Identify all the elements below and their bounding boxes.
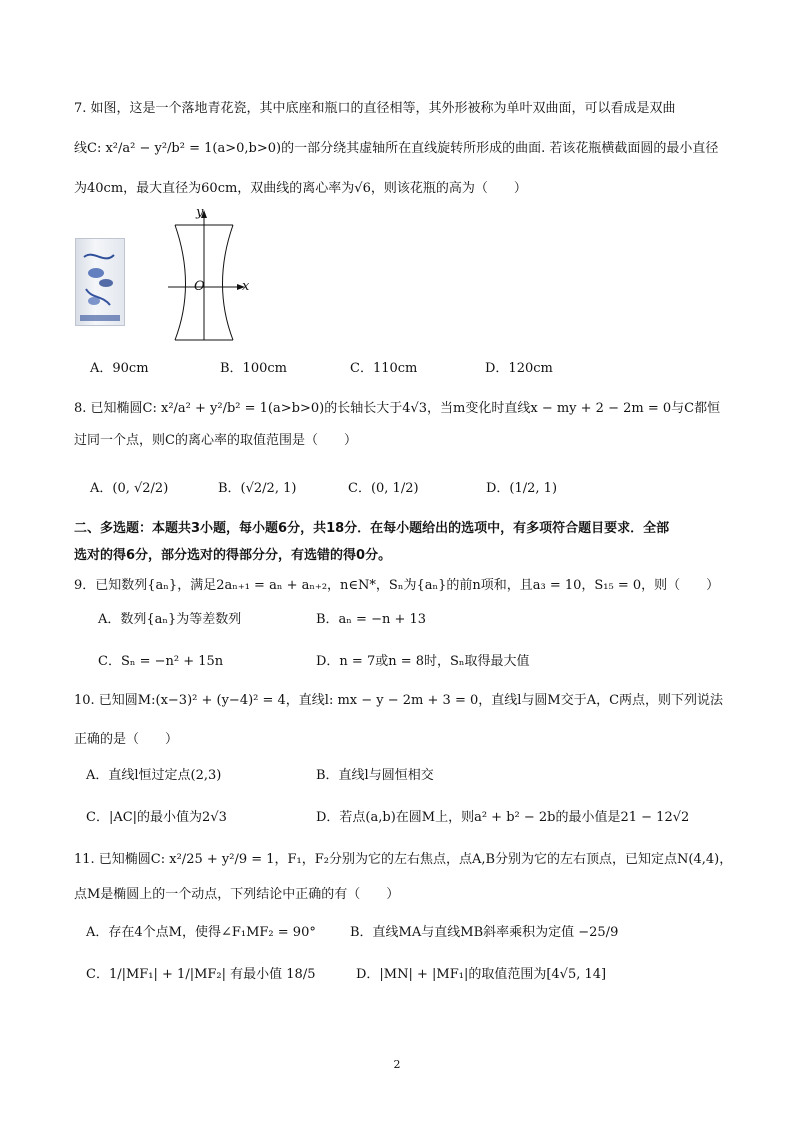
q8-option-a: A．(0, √2/2) xyxy=(90,481,169,496)
q7-option-d: D．120cm xyxy=(485,361,553,376)
q10-option-b: B．直线l与圆恒相交 xyxy=(316,768,434,783)
q8-option-c: C．(0, 1/2) xyxy=(348,481,419,496)
q9-option-a: A．数列{aₙ}为等差数列 xyxy=(98,612,242,627)
q7-option-a: A．90cm xyxy=(90,361,149,376)
q8-option-d: D．(1/2, 1) xyxy=(486,481,558,496)
vase-photo xyxy=(75,238,125,326)
q9-option-d: D．n = 7或n = 8时，Sₙ取得最大值 xyxy=(316,654,530,669)
q8-line1: 8. 已知椭圆C: x²/a² + y²/b² = 1(a>b>0)的长轴长大于4√3，当m变化时直线x − my + 2 − 2m = 0与C都恒 xyxy=(74,401,721,416)
origin-label: O xyxy=(194,279,205,294)
q11-option-b: B．直线MA与直线MB斜率乘积为定值 −25/9 xyxy=(350,925,619,940)
q11-line2: 点M是椭圆上的一个动点，下列结论中正确的有（ ） xyxy=(74,887,400,902)
x-axis-label: x xyxy=(242,279,250,294)
q10-option-a: A．直线l恒过定点(2,3) xyxy=(86,768,222,783)
q7-line2: 线C: x²/a² − y²/b² = 1(a>0,b>0)的一部分绕其虚轴所在直线旋转所形成的曲面. 若该花瓶横截面圆的最小直径 xyxy=(74,141,719,156)
q8-option-b: B．(√2/2, 1) xyxy=(218,481,297,496)
q11-line1: 11. 已知椭圆C: x²/25 + y²/9 = 1，F₁，F₂分别为它的左右焦点，点A,B分别为它的左右顶点，已知定点N(4,4)， xyxy=(74,852,733,867)
section2-heading-line2: 选对的得6分，部分选对的得部分分，有选错的得0分。 xyxy=(74,548,392,563)
q7-option-b: B．100cm xyxy=(220,361,287,376)
q10-option-c: C．|AC|的最小值为2√3 xyxy=(86,810,227,825)
hyperbola-diagram xyxy=(160,205,260,349)
q9-line1: 9．已知数列{aₙ}，满足2aₙ₊₁ = aₙ + aₙ₊₂，n∈N*，Sₙ为{aₙ}的前n项和，且a₃ = 10，S₁₅ = 0，则（ ） xyxy=(74,578,720,593)
q9-option-c: C．Sₙ = −n² + 15n xyxy=(98,654,224,669)
q11-option-d: D．|MN| + |MF₁|的取值范围为[4√5, 14] xyxy=(356,967,607,982)
q10-option-d: D．若点(a,b)在圆M上，则a² + b² − 2b的最小值是21 − 12√2 xyxy=(316,810,690,825)
q11-option-c: C．1/|MF₁| + 1/|MF₂| 有最小值 18/5 xyxy=(86,967,316,982)
q8-line2: 过同一个点，则C的离心率的取值范围是（ ） xyxy=(74,433,357,448)
q11-option-a: A．存在4个点M，使得∠F₁MF₂ = 90° xyxy=(86,925,316,940)
page-number: 2 xyxy=(393,1058,401,1071)
q7-line3: 为40cm，最大直径为60cm，双曲线的离心率为√6，则该花瓶的高为（ ） xyxy=(74,181,527,196)
q9-option-b: B．aₙ = −n + 13 xyxy=(316,612,427,627)
q10-line2: 正确的是（ ） xyxy=(74,732,179,747)
y-axis-label: y xyxy=(196,205,204,220)
section2-heading-line1: 二、多选题：本题共3小题，每小题6分，共18分．在每小题给出的选项中，有多项符合题目要求．全部 xyxy=(74,521,670,536)
q10-line1: 10. 已知圆M:(x−3)² + (y−4)² = 4，直线l: mx − y − 2m + 3 = 0，直线l与圆M交于A，C两点，则下列说法 xyxy=(74,693,724,708)
q7-option-c: C．110cm xyxy=(350,361,418,376)
vase-pattern-icon xyxy=(76,239,124,325)
q7-line1: 7. 如图，这是一个落地青花瓷，其中底座和瓶口的直径相等，其外形被称为单叶双曲面，可以看成是双曲 xyxy=(74,101,676,116)
